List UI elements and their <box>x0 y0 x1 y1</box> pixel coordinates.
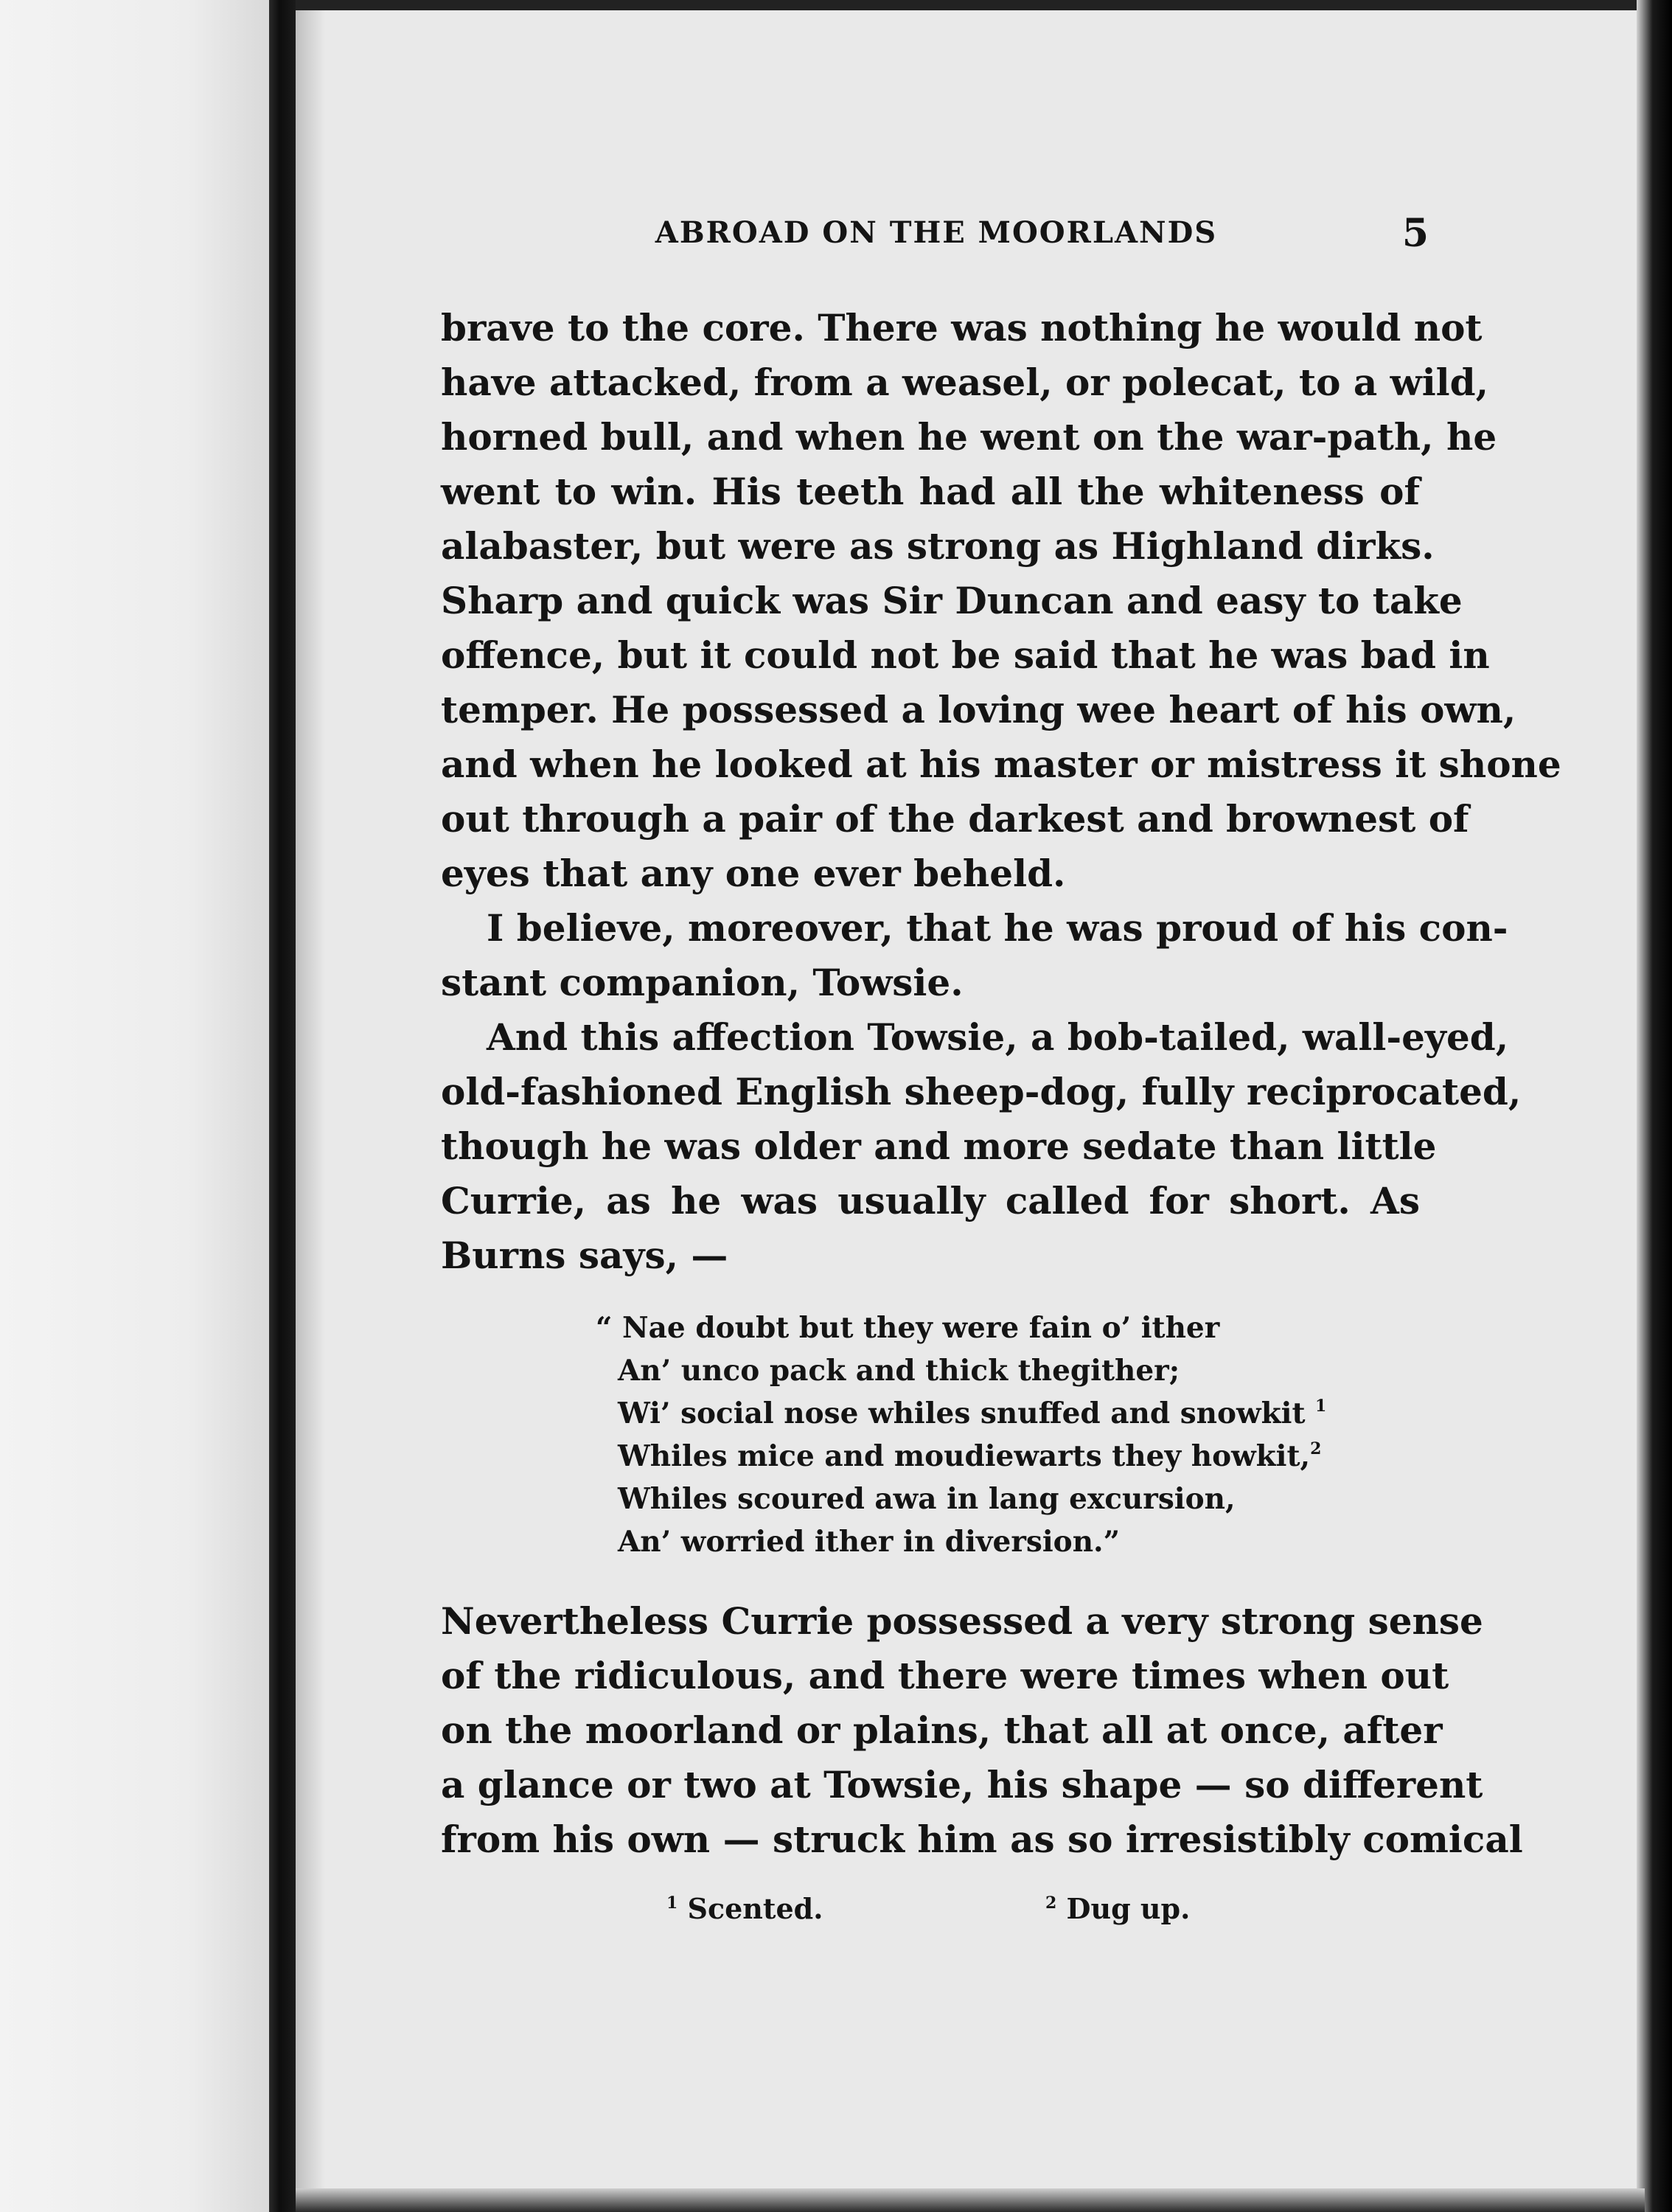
page-bottom-edge <box>296 2188 1645 2212</box>
text-line: alabaster, but were as strong as Highland dirks. <box>441 524 1435 568</box>
verse-line: An’ worried ither in diversion.” <box>618 1525 1121 1559</box>
text-line: though he was older and more sedate than little <box>441 1124 1437 1168</box>
text-line: I believe, moreover, that he was proud of his con- <box>487 906 1508 950</box>
footnote-text: Dug up. <box>1066 1892 1191 1925</box>
text-line: temper. He possessed a loving wee heart of his own, <box>441 688 1516 731</box>
page-top-edge <box>296 0 1645 10</box>
footnote-text: Scented. <box>687 1892 823 1925</box>
verse-text: Whiles mice and moudiewarts they howkit, <box>618 1439 1311 1473</box>
gutter-shadow <box>296 0 325 2212</box>
continuation-paragraph <box>441 1594 1523 1867</box>
running-head: ABROAD ON THE MOORLANDS <box>655 215 1218 250</box>
verse-line <box>596 1435 1322 1478</box>
text-line: Burns says, — <box>441 1234 728 1277</box>
text-line: And this affection Towsie, a bob-tailed, wall-eyed, <box>487 1015 1509 1059</box>
page-right-edge <box>1637 0 1672 2212</box>
footnote-marker: 2 <box>1310 1439 1322 1458</box>
text-line: offence, but it could not be said that he was bad in <box>441 633 1490 677</box>
text-line: on the moorland or plains, that all at once, after <box>441 1708 1443 1752</box>
footnote-number: 1 <box>666 1893 678 1913</box>
verse-line: Whiles scoured awa in lang excursion, <box>618 1482 1236 1516</box>
text-line: from his own — struck him as so irresistibly comical <box>441 1818 1523 1861</box>
text-line: horned bull, and when he went on the war-path, he <box>441 415 1497 459</box>
body-paragraphs <box>441 301 1561 1283</box>
text-line: Nevertheless Currie possessed a very strong sense <box>441 1599 1483 1643</box>
text-line: old-fashioned English sheep-dog, fully reciprocated, <box>441 1070 1522 1113</box>
text-line: brave to the core. There was nothing he would not <box>441 306 1483 349</box>
verse-quotation <box>596 1307 1327 1563</box>
text-line: Sharp and quick was Sir Duncan and easy to take <box>441 579 1463 622</box>
left-blank-page <box>0 0 269 2212</box>
text-line: have attacked, from a weasel, or polecat, to a wild, <box>441 361 1489 404</box>
verse-line <box>596 1392 1327 1435</box>
text-line: and when he looked at his master or mistress it shone <box>441 742 1561 786</box>
verse-text: Wi’ social nose whiles snuffed and snowkit <box>618 1397 1306 1430</box>
verse-line: “ Nae doubt but they were fain o’ ither <box>596 1311 1220 1345</box>
footnote <box>666 1892 823 1925</box>
book-gutter <box>269 0 296 2212</box>
footnote-number: 2 <box>1045 1893 1057 1913</box>
text-line: of the ridiculous, and there were times when out <box>441 1654 1449 1697</box>
text-line: Currie, as he was usually called for short. As <box>441 1179 1420 1222</box>
text-line: a glance or two at Towsie, his shape — so different <box>441 1763 1483 1806</box>
page-number: 5 <box>1401 211 1429 256</box>
text-line: stant companion, Towsie. <box>441 961 964 1004</box>
text-line: out through a pair of the darkest and brownest of <box>441 797 1469 841</box>
footnote <box>1045 1892 1190 1925</box>
footnote-marker: 1 <box>1315 1397 1327 1416</box>
text-line: went to win. His teeth had all the whiteness of <box>441 470 1420 513</box>
verse-line: An’ unco pack and thick thegither; <box>618 1354 1180 1388</box>
text-line: eyes that any one ever beheld. <box>441 852 1066 895</box>
